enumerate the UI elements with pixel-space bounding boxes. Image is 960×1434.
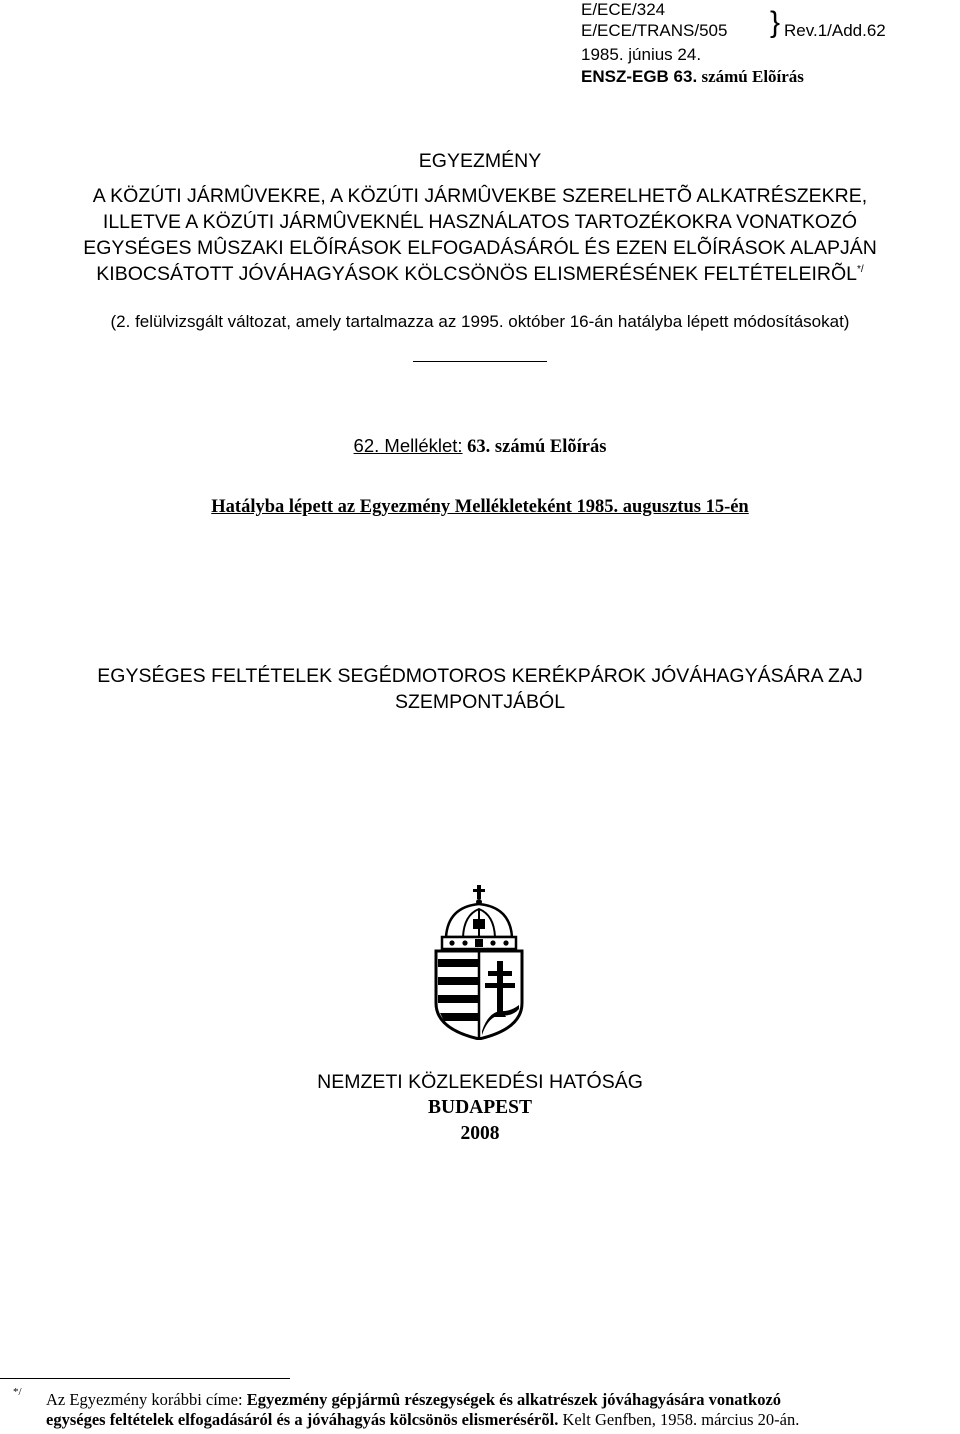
document-date: 1985. június 24. (581, 45, 702, 64)
annex-number: 63. (467, 437, 491, 457)
doc-symbol-1: E/ECE/324 (581, 0, 666, 19)
title-separator-rule (413, 361, 547, 362)
agreement-heading: EGYEZMÉNY (418, 150, 542, 172)
agreement-title-line-4 (0, 261, 960, 287)
agreement-title-line-2: ILLETVE A KÖZÚTI JÁRMÛVEKNÉL HASZNÁLATOS TARTOZÉKOKRA VONATKOZÓ (102, 211, 858, 233)
footnote-line-1 (46, 1390, 781, 1410)
footnote-line-1-plain: Az Egyezmény korábbi címe: (46, 1390, 243, 1409)
publisher-authority: NEMZETI KÖZLEKEDÉSI HATÓSÁG (317, 1071, 643, 1093)
revision-note: (2. felülvizsgált változat, amely tartalmazza az 1995. október 16-án hatályba lépett módosításokat) (110, 312, 850, 331)
annex-label: 62. Melléklet: (353, 435, 463, 456)
regulation-suffix: számú Elõírás (701, 67, 804, 86)
regulation-prefix: ENSZ-EGB 63. (581, 67, 698, 86)
regulation-title-line-1: EGYSÉGES FELTÉTELEK SEGÉDMOTOROS KERÉKPÁROK JÓVÁHAGYÁSÁRA ZAJ (97, 665, 863, 687)
agreement-title-line-4-text: KIBOCSÁTOTT JÓVÁHAGYÁSOK KÖLCSÖNÖS ELISMERÉSÉNEK FELTÉTELEIRÕL (96, 263, 858, 285)
footnote-marker: */ (13, 1386, 22, 1398)
entry-into-force: Hatályba lépett az Egyezmény Mellékleteként 1985. augusztus 15-én (211, 497, 749, 517)
doc-symbol-2: E/ECE/TRANS/505 (581, 21, 728, 40)
footnote-rule (0, 1378, 290, 1379)
hungarian-coat-of-arms-icon (418, 885, 540, 1045)
regulation-reference (581, 67, 804, 87)
regulation-title-line-2: SZEMPONTJÁBÓL (394, 691, 566, 713)
footnote-line-1-bold: Egyezmény gépjármû részegységek és alkatrészek jóváhagyására vonatkozó (246, 1390, 782, 1409)
revision-label: Rev.1/Add.62 (784, 21, 886, 40)
footnote-line-2 (46, 1410, 799, 1430)
annex-name: számú Elõírás (494, 437, 607, 457)
footnote-line-2-bold: egységes feltételek elfogadásáról és a jóváhagyás kölcsönös elismerésérõl. (46, 1410, 559, 1429)
header-brace: } (770, 6, 781, 39)
agreement-title-line-3: EGYSÉGES MÛSZAKI ELÕÍRÁSOK ELFOGADÁSÁRÓL ÉS EZEN ELÕÍRÁSOK ALAPJÁN (83, 237, 877, 259)
publisher-year: 2008 (460, 1123, 500, 1144)
footnote-reference: */ (857, 264, 864, 275)
footnote-line-2-plain: Kelt Genfben, 1958. március 20-án. (562, 1410, 800, 1429)
publisher-city: BUDAPEST (427, 1097, 533, 1118)
annex-line (0, 434, 960, 459)
agreement-title-line-1: A KÖZÚTI JÁRMÛVEKRE, A KÖZÚTI JÁRMÛVEKBE SZERELHETÕ ALKATRÉSZEKRE, (92, 185, 868, 207)
